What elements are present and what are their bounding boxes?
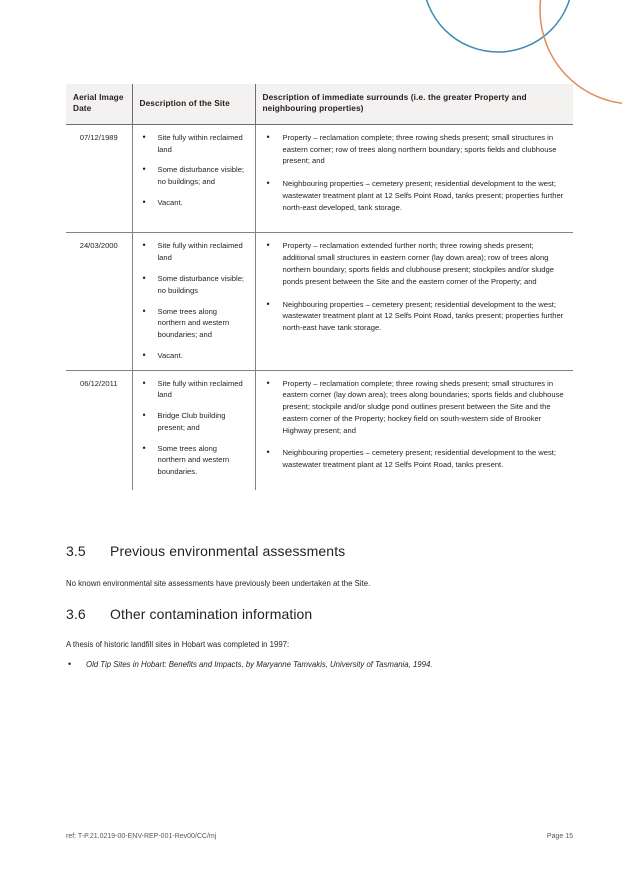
reference-list — [66, 659, 566, 671]
list-item: • Bridge Club building present; and — [141, 410, 247, 434]
column-header-description-of-surrounds: Description of immediate surrounds (i.e. the greater Property and neighbouring properties) — [255, 84, 573, 124]
list-item: • Vacant. — [141, 350, 247, 362]
paragraph-section-3-6: A thesis of historic landfill sites in Hobart was completed in 1997: — [66, 640, 290, 649]
section-title: Other contamination information — [110, 606, 313, 622]
cell-aerial-image-date: 06/12/2011 — [66, 370, 132, 490]
page-footer — [66, 833, 573, 840]
list-item: • Property – reclamation complete; three rowing sheds present; small structures in eastern corner (lay down area); trees along boundaries; sports fields and clubhouse present; stockpile and/or sludge pond outlines present between the Site and the eastern corner of the Property; hockey field on south-western side of Brooker Highway present; and — [264, 378, 566, 437]
paragraph-section-3-5: No known environmental site assessments have previously been undertaken at the Site. — [66, 579, 371, 588]
cell-description-of-surrounds — [255, 233, 573, 370]
surrounds-description-list — [264, 132, 566, 214]
list-item: • Neighbouring properties – cemetery present; residential development to the west; wastewater treatment plant at 12 Selfs Point Road, tanks present. — [264, 447, 566, 471]
column-header-aerial-image-date: Aerial Image Date — [66, 84, 132, 124]
heading-section-3-6 — [66, 606, 312, 622]
list-item: • Neighbouring properties – cemetery present; residential development to the west; wastewater treatment plant at 12 Selfs Point Road, tanks present; properties further north-east have tank storage. — [264, 299, 566, 334]
heading-section-3-5 — [66, 543, 345, 559]
list-item: • Some trees along northern and western boundaries; and — [141, 306, 247, 341]
cell-description-of-site — [132, 233, 255, 370]
cell-description-of-site — [132, 124, 255, 233]
table-row — [66, 124, 573, 233]
footer-page-number: Page 15 — [546, 833, 573, 840]
site-description-list — [141, 240, 247, 361]
list-item: • Some disturbance visible; no buildings — [141, 273, 247, 297]
site-description-list — [141, 132, 247, 209]
list-item: • Some disturbance visible; no buildings; and — [141, 164, 247, 188]
surrounds-description-list — [264, 378, 566, 471]
cell-description-of-surrounds — [255, 124, 573, 233]
table-row — [66, 370, 573, 490]
list-item: • Neighbouring properties – cemetery present; residential development to the west; wastewater treatment plant at 12 Selfs Point Road, tanks present; properties further north-east developed, tank storage. — [264, 178, 566, 213]
list-item: • Site fully within reclaimed land — [141, 240, 247, 264]
cell-description-of-surrounds — [255, 370, 573, 490]
list-item: • Vacant. — [141, 197, 247, 209]
section-number: 3.6 — [66, 606, 86, 622]
section-title: Previous environmental assessments — [110, 543, 346, 559]
site-description-list — [141, 378, 247, 478]
cell-aerial-image-date: 24/03/2000 — [66, 233, 132, 370]
list-item: • Property – reclamation complete; three rowing sheds present; small structures in eastern corner; row of trees along northern boundary; sports fields and clubhouse present; and — [264, 132, 566, 167]
list-item: • Some trees along northern and western boundaries. — [141, 443, 247, 478]
column-header-description-of-site: Description of the Site — [132, 84, 255, 124]
table-header-row — [66, 84, 573, 124]
list-item: • Old Tip Sites in Hobart: Benefits and Impacts, by Maryanne Tamvakis, University of Tasmania, 1994. — [66, 659, 566, 671]
list-item: • Site fully within reclaimed land — [141, 132, 247, 156]
cell-description-of-site — [132, 370, 255, 490]
aerial-photograph-review-table — [66, 84, 573, 490]
cell-aerial-image-date: 07/12/1989 — [66, 124, 132, 233]
list-item: • Site fully within reclaimed land — [141, 378, 247, 402]
surrounds-description-list — [264, 240, 566, 333]
footer-document-reference: ref: T-P.21.0219-00-ENV-REP-001-Rev00/CC/mj — [66, 833, 217, 840]
list-item: • Property – reclamation extended further north; three rowing sheds present; additional small structures in eastern corner (lay down area); row of trees along northern boundary; sports fields and clubhouse present; stockpiles and/or sludge ponds present between the Site and the eastern corner of the Property; and — [264, 240, 566, 287]
table-row — [66, 233, 573, 370]
section-number: 3.5 — [66, 543, 86, 559]
